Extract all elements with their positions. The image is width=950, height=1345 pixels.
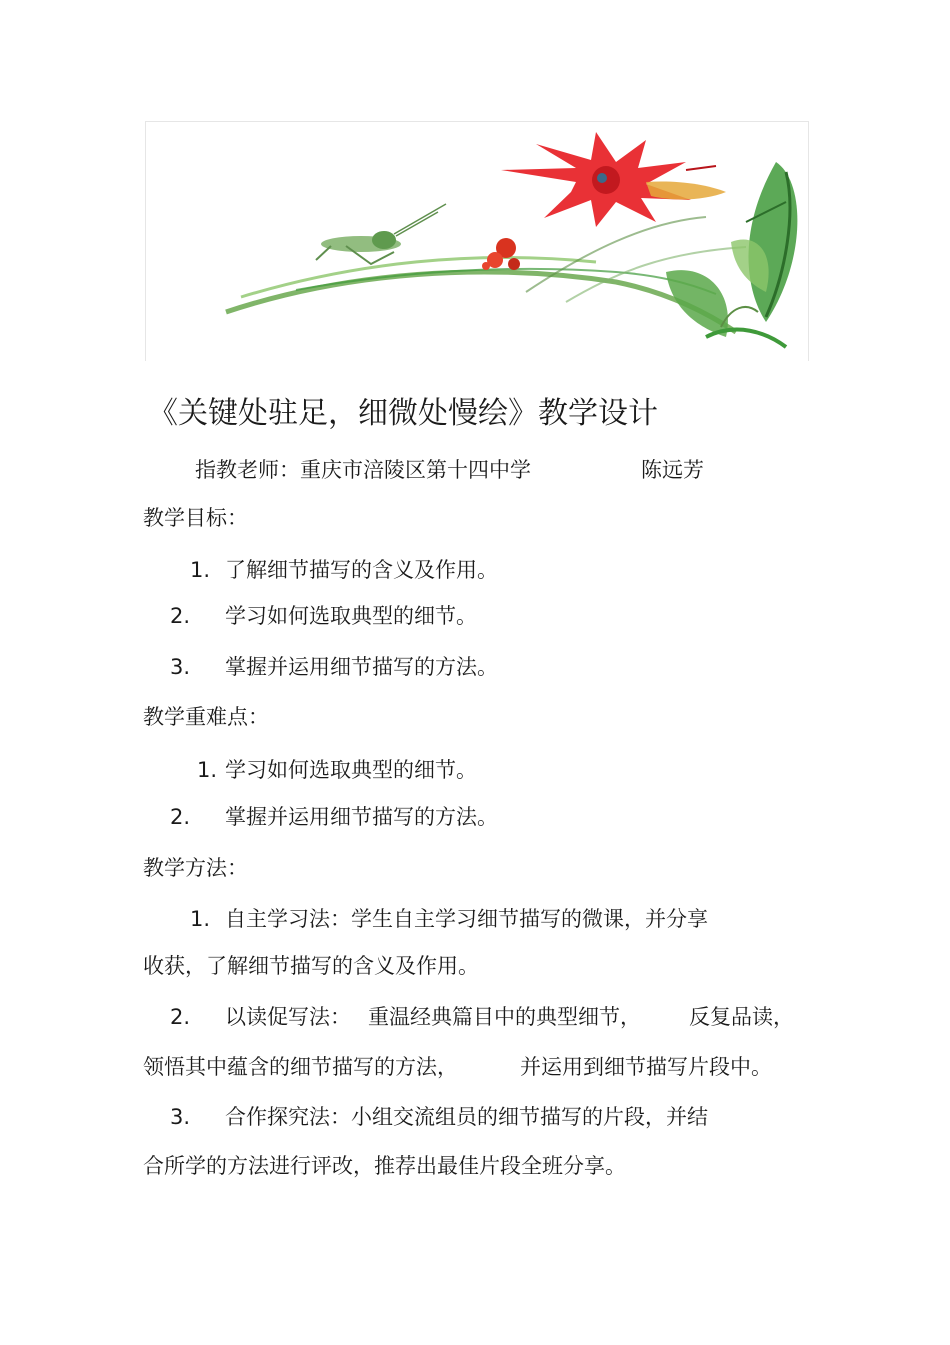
author-name: 陈远芳 (641, 458, 704, 482)
list-item-text: 掌握并运用细节描写的方法。 (225, 805, 498, 829)
list-item-text: 了解细节描写的含义及作用。 (225, 558, 498, 582)
list-item-text: 以读促写法： (225, 1005, 351, 1029)
flower-painting-illustration (146, 122, 808, 361)
list-item-number: 1. (190, 558, 211, 582)
list-item-text-continued: 收获，了解细节描写的含义及作用。 (143, 954, 479, 978)
list-item-text-continued: 合所学的方法进行评改，推荐出最佳片段全班分享。 (143, 1154, 626, 1178)
document-title: 《关键处驻足，细微处慢绘》教学设计 (148, 396, 658, 431)
red-bud (482, 238, 520, 270)
goals-heading: 教学目标： (143, 506, 248, 530)
list-item-text: 重温经典篇目中的典型细节， (368, 1005, 641, 1029)
methods-heading: 教学方法： (143, 856, 248, 880)
list-item-number: 1. (197, 758, 218, 782)
list-item-text-continued: 并运用到细节描写片段中。 (520, 1055, 772, 1079)
list-item-number: 3. (170, 1105, 191, 1129)
list-item-number: 3. (170, 655, 191, 679)
list-item-number: 1. (190, 907, 211, 931)
list-item-text-continued: 领悟其中蕴含的细节描写的方法， (143, 1055, 458, 1079)
list-item-text: 学习如何选取典型的细节。 (225, 758, 477, 782)
red-flower (501, 132, 726, 227)
list-item-number: 2. (170, 604, 191, 628)
list-item-text: 学习如何选取典型的细节。 (225, 604, 477, 628)
list-item-text: 合作探究法：小组交流组员的细节描写的片段，并结 (225, 1105, 708, 1129)
grasshopper (316, 204, 446, 264)
list-item-text: 反复品读， (689, 1005, 794, 1029)
author-label: 指教老师：重庆市涪陵区第十四中学 (195, 458, 531, 482)
list-item-number: 2. (170, 805, 191, 829)
list-item-text: 掌握并运用细节描写的方法。 (225, 655, 498, 679)
list-item-number: 2. (170, 1005, 191, 1029)
key-points-heading: 教学重难点： (143, 705, 269, 729)
header-painting (145, 121, 809, 361)
list-item-text: 自主学习法：学生自主学习细节描写的微课，并分享 (225, 907, 708, 931)
